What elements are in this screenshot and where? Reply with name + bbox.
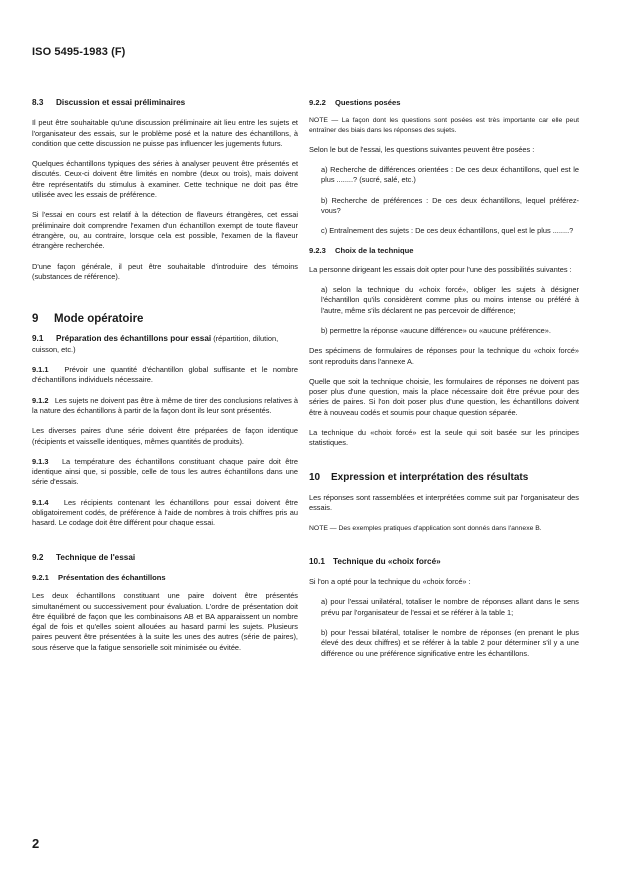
section-9-2-heading xyxy=(32,553,298,563)
section-title: Discussion et essai préliminaires xyxy=(56,98,186,107)
section-10-heading xyxy=(309,473,579,483)
paragraph: La personne dirigeant les essais doit opter pour l'une des possibilités suivantes : xyxy=(309,264,572,274)
list-item: a) selon la technique du «choix forcé», obliger les sujets à désigner l'échantillon qu'ils considèrent comme plus ou moins intense ou préféré à l'autre, même s'ils déclarent ne pas percevoir de différence; xyxy=(321,285,579,315)
note: NOTE — La façon dont les questions sont posées est très importante car elle peut entraîner des biais dans les réponses des sujets. xyxy=(309,117,579,134)
clause-text: La température des échantillons constituant chaque paire doit être identique ainsi que, si possible, celle de tous les autres échantillons dans une série d'essais. xyxy=(32,456,298,487)
list-item: a) Recherche de différences orientées : De ces deux échantillons, quel est le plus ........? (sucré, salé, etc.) xyxy=(321,165,579,185)
section-number: 10 xyxy=(309,471,321,483)
section-subtitle: (répartition, dilution, cuisson, etc.) xyxy=(32,334,279,354)
paragraph: D'une façon générale, il peut être souhaitable d'introduire des témoins (substances de référence). xyxy=(32,261,298,281)
paragraph-9-1-4 xyxy=(32,498,298,529)
section-title: Préparation des échantillons pour essai xyxy=(56,334,212,344)
paragraph: Il peut être souhaitable qu'une discussion préliminaire ait lieu entre les sujets et l'organisateur des essais, sur le problème posé et la nature des échantillons, à condition que cette discussion ne puisse pas influencer les jugements futurs. xyxy=(32,118,298,148)
clause-text: Les sujets ne doivent pas être à même de tirer des conclusions relatives à la nature des échantillons à partir de la façon dont ils leur sont présentés. xyxy=(32,395,298,415)
section-8-3-heading xyxy=(32,98,298,108)
section-title: Technique du «choix forcé» xyxy=(333,556,441,566)
section-number: 10.1 xyxy=(309,556,325,566)
clause-number: 9.1.4 xyxy=(32,497,49,507)
paragraph-9-1-2 xyxy=(32,396,298,417)
paragraph: Quelle que soit la technique choisie, les formulaires de réponses ne doivent pas poser plus d'une question, mais la place nécessaire doit être prévue pour des séries de paires. Si l'on doit poser plus d'une question, les échantillons doivent être à nouveau codés et soumis pour chaque question séparée. xyxy=(309,376,579,417)
note: NOTE — Des exemples pratiques d'application sont donnés dans l'annexe B. xyxy=(309,524,542,532)
paragraph: Les diverses paires d'une série doivent être préparées de façon identique (récipients et vaisselle identiques, mêmes quantités de produits). xyxy=(32,426,298,446)
section-title: Choix de la technique xyxy=(335,246,414,256)
paragraph-9-1-3 xyxy=(32,457,298,488)
paragraph: Des spécimens de formulaires de réponses pour la technique du «choix forcé» sont reproduits dans l'annexe A. xyxy=(309,346,579,366)
section-number: 8.3 xyxy=(32,98,44,107)
section-title: Présentation des échantillons xyxy=(58,572,166,582)
section-number: 9 xyxy=(32,313,39,326)
section-9-2-3-heading xyxy=(309,246,579,256)
paragraph: La technique du «choix forcé» est la seule qui soit basée sur les principes statistiques. xyxy=(309,428,579,448)
page-number: 2 xyxy=(32,836,40,851)
paragraph: Si l'essai en cours est relatif à la détection de flaveurs étrangères, cet essai préliminaire doit comprendre l'examen d'un échantillon exempt de toute flaveur étrangère, ou, au contraire, lorsque cela est possible, l'examen de la flaveur étrangère recherchée. xyxy=(32,210,298,251)
right-column xyxy=(309,98,579,669)
section-number: 9.2.3 xyxy=(309,246,326,256)
clause-number: 9.1.2 xyxy=(32,395,49,405)
clause-number: 9.1.3 xyxy=(32,456,49,466)
section-title: Expression et interprétation des résultats xyxy=(331,471,529,483)
section-number: 9.2.2 xyxy=(309,98,326,107)
list-item: b) Recherche de préférences : De ces deux échantillons, lequel préférez-vous? xyxy=(321,195,579,215)
paragraph: Si l'on a opté pour la technique du «choix forcé» : xyxy=(309,577,471,587)
list-item: b) permettre la réponse «aucune différence» ou «aucune préférence». xyxy=(321,325,551,335)
section-number: 9.2.1 xyxy=(32,572,49,582)
section-number: 9.1 xyxy=(32,334,44,344)
clause-text: Les récipients contenant les échantillons pour essai doivent être obligatoirement codés, de préférence à l'aide de nombres à trois chiffres pris au hasard. Le codage doit être différent pour chaque essai. xyxy=(32,497,298,528)
paragraph: Selon le but de l'essai, les questions suivantes peuvent être posées : xyxy=(309,144,535,154)
section-number: 9.2 xyxy=(32,552,44,562)
paragraph-9-1-1 xyxy=(32,365,298,386)
clause-number: 9.1.1 xyxy=(32,365,49,375)
list-item: a) pour l'essai unilatéral, totaliser le nombre de réponses allant dans le sens prévu par l'organisateur de l'essai et se référer à la table 1; xyxy=(321,597,579,617)
left-column xyxy=(32,98,298,663)
section-9-2-1-heading xyxy=(32,573,298,583)
section-title: Technique de l'essai xyxy=(56,552,136,562)
section-9-heading xyxy=(32,314,298,324)
section-title: Questions posées xyxy=(335,98,401,107)
section-9-1-heading xyxy=(32,334,298,355)
paragraph: Les réponses sont rassemblées et interprétées comme suit par l'organisateur des essais. xyxy=(309,492,579,513)
page-header: ISO 5495-1983 (F) xyxy=(32,46,126,58)
clause-text: Prévoir une quantité d'échantillon global suffisante et le nombre d'échantillons individuels nécessaire. xyxy=(32,365,298,385)
section-9-2-2-heading xyxy=(309,98,579,108)
paragraph: Quelques échantillons typiques des séries à analyser peuvent être présentés et discutés. Ceux-ci doivent être limités en nombre (deux ou trois), mais doivent être représentatifs du stimulus à examiner. Cette technique ne doit pas être utilisée avec les essais de préférence. xyxy=(32,159,298,200)
section-title: Mode opératoire xyxy=(54,313,144,326)
paragraph: Les deux échantillons constituant une paire doivent être présentés simultanément ou successivement pour évaluation. L'ordre de présentation doit être équilibré de façon que les combinaisons AB et BA apparaissent un nombre égal de fois et qu'elles soient allouées au hasard parmi les sujets. Plusieurs paires peuvent être présentées à la suite les unes des autres (série de paires), sous réserve que la fatigue sensorielle soit minimisée ou évitée. xyxy=(32,591,298,652)
section-10-1-heading xyxy=(309,557,579,567)
list-item: c) Entraînement des sujets : De ces deux échantillons, quel est le plus ........? xyxy=(321,226,574,236)
list-item: b) pour l'essai bilatéral, totaliser le nombre de réponses (en prenant le plus élevé des deux chiffres) et se référer à la table 2 pour déterminer s'il y a une différence ou une préférence significative entre les échantillons. xyxy=(321,627,579,658)
